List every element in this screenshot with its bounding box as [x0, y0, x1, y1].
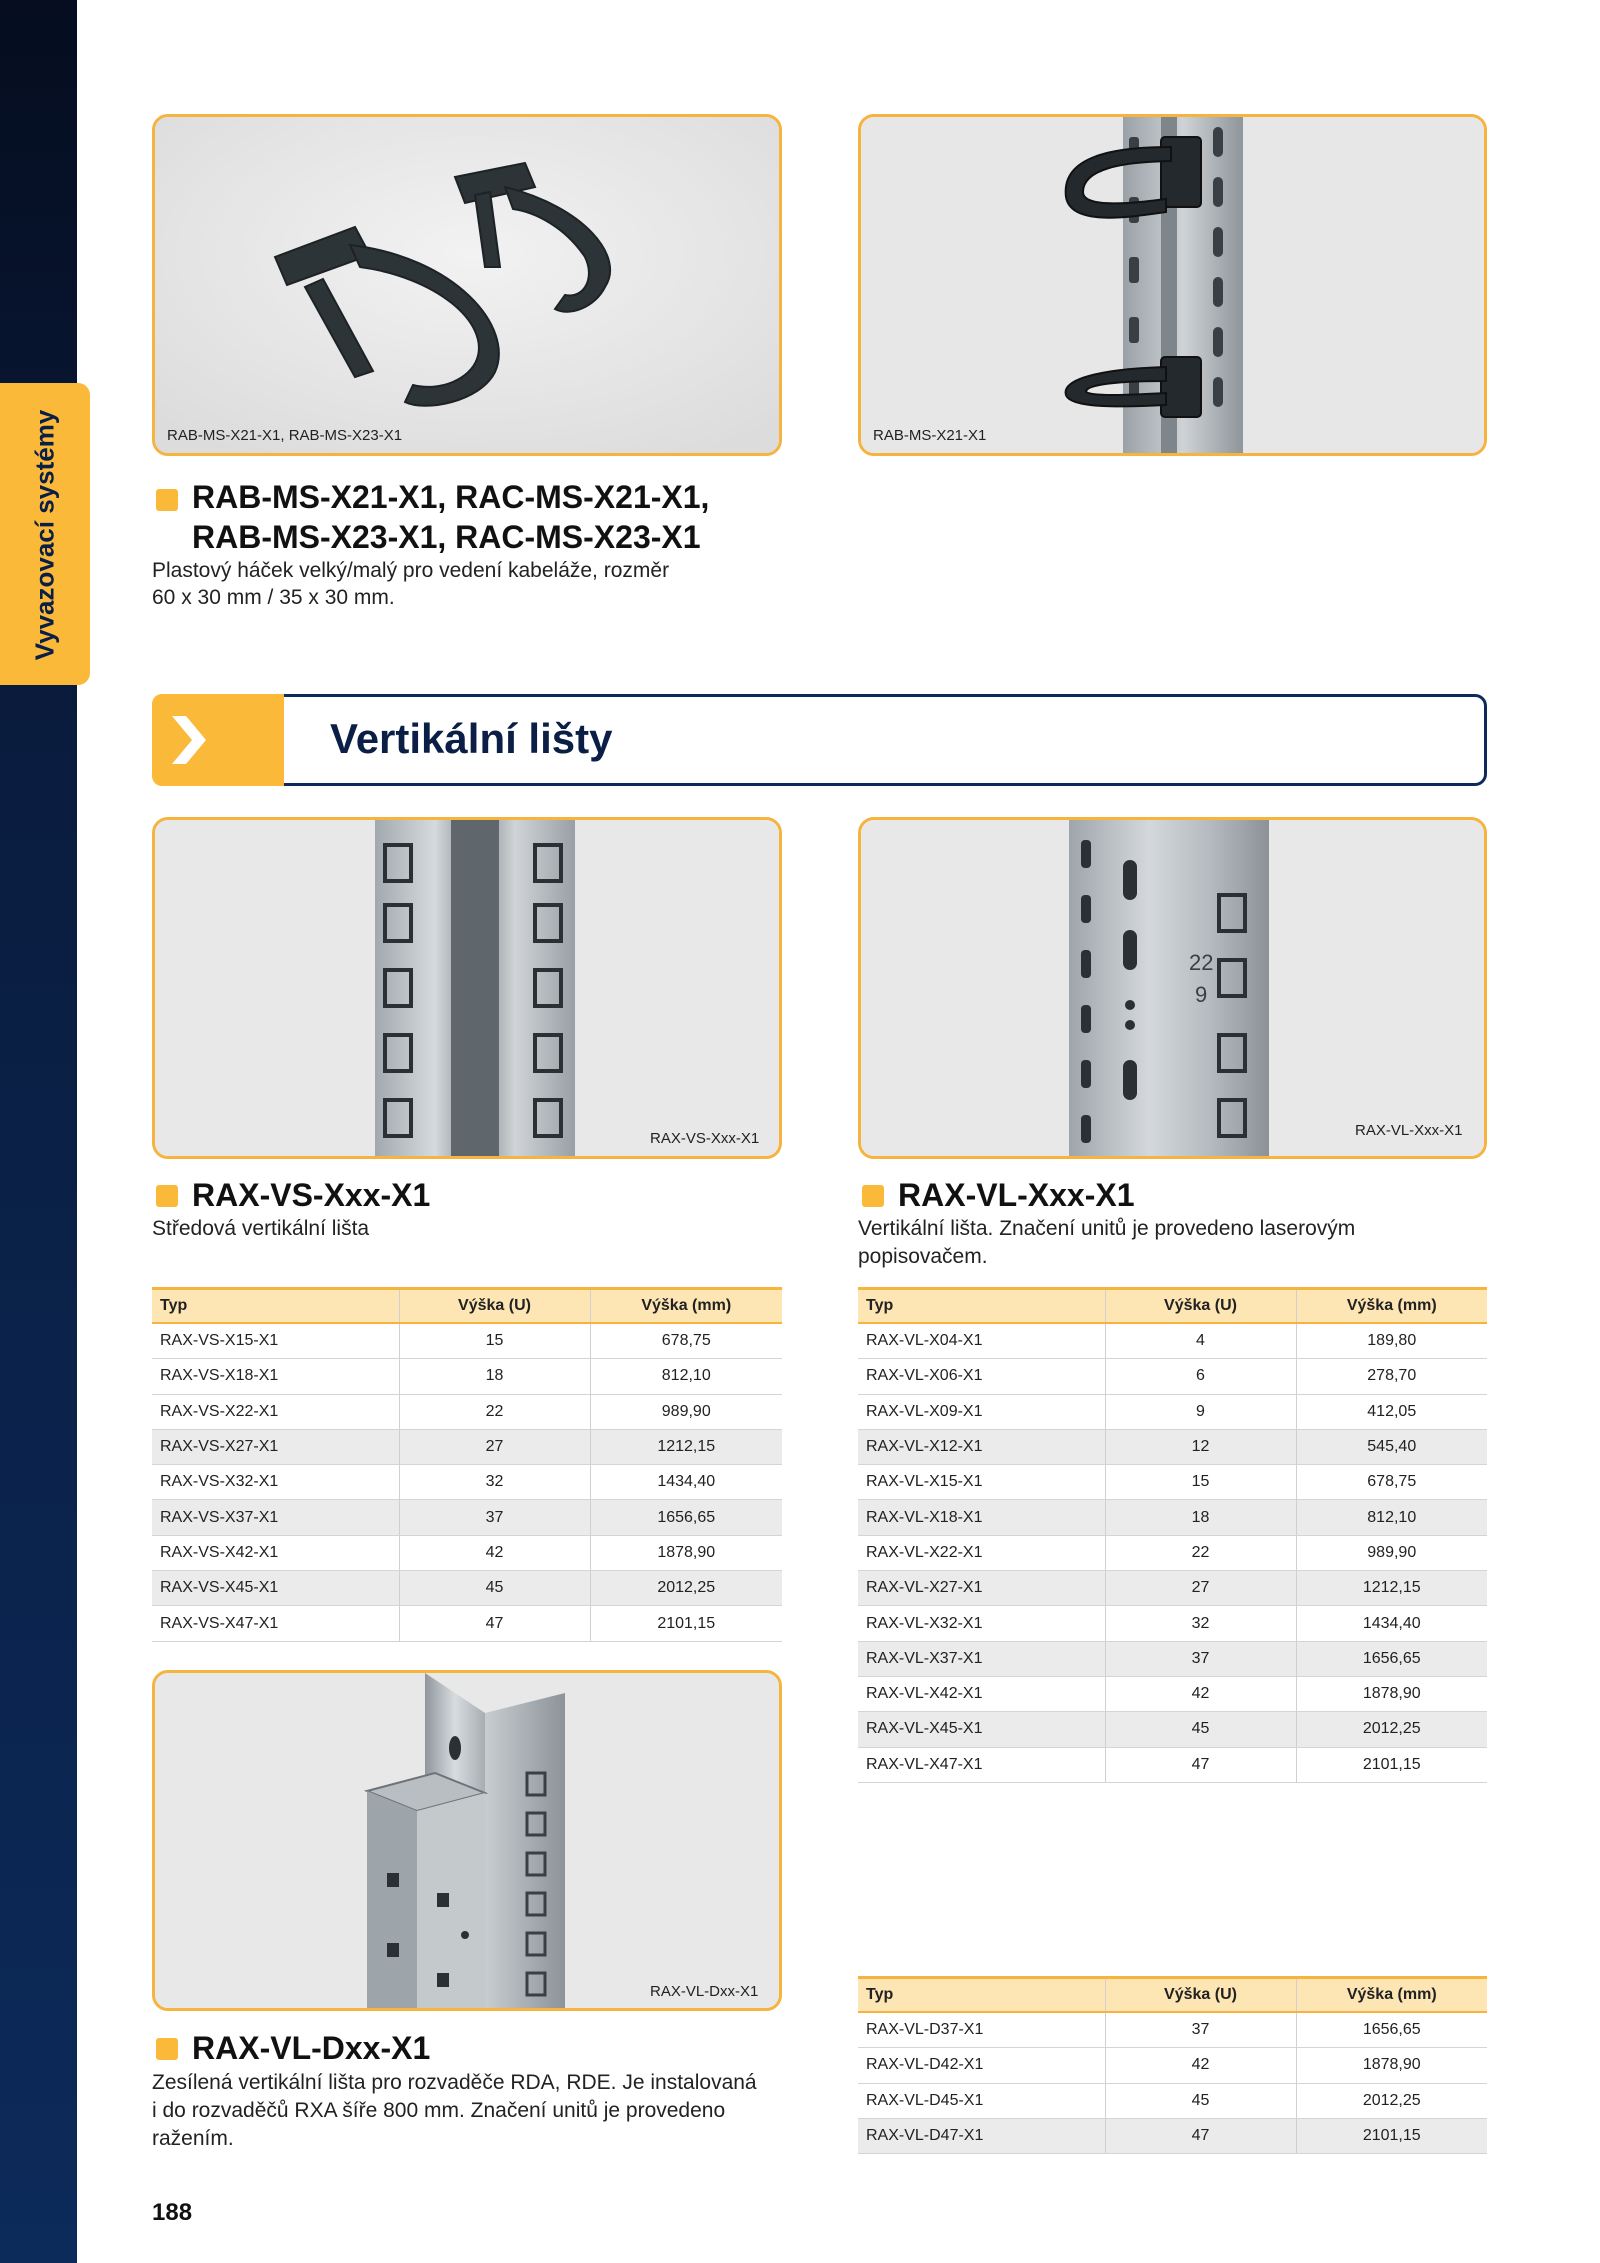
cell-height-u: 47: [1105, 1747, 1296, 1782]
cell-height-u: 18: [399, 1359, 590, 1394]
cell-height-u: 22: [399, 1394, 590, 1429]
cell-height-u: 6: [1105, 1359, 1296, 1394]
cell-height-mm: 1878,90: [1296, 1676, 1487, 1711]
table-row: [858, 1535, 1487, 1570]
product-title: RAX-VL-Xxx-X1: [898, 1177, 1135, 1213]
cell-height-u: 37: [399, 1500, 590, 1535]
cell-type: RAX-VL-D42-X1: [858, 2048, 1105, 2083]
photo-caption: RAB-MS-X21-X1, RAB-MS-X23-X1: [167, 427, 403, 444]
cell-height-mm: 2012,25: [1296, 1712, 1487, 1747]
cell-height-u: 45: [1105, 1712, 1296, 1747]
cell-height-mm: 678,75: [1296, 1465, 1487, 1500]
cell-height-mm: 2101,15: [1296, 2118, 1487, 2153]
table-row: [858, 2012, 1487, 2048]
cell-type: RAX-VL-X27-X1: [858, 1571, 1105, 1606]
title-bullet: [862, 1185, 884, 1207]
cell-height-mm: 278,70: [1296, 1359, 1487, 1394]
cell-height-u: 42: [1105, 1676, 1296, 1711]
cell-height-u: 37: [1105, 1641, 1296, 1676]
cell-height-u: 4: [1105, 1323, 1296, 1359]
cell-height-u: 32: [1105, 1606, 1296, 1641]
title-bullet: [156, 2038, 178, 2060]
cell-height-mm: 2012,25: [1296, 2083, 1487, 2118]
table-row: [858, 1712, 1487, 1747]
cell-height-mm: 1656,65: [590, 1500, 782, 1535]
table-row: [858, 1606, 1487, 1641]
product-title: RAX-VS-Xxx-X1: [192, 1177, 431, 1213]
table-row: [858, 1465, 1487, 1500]
cell-type: RAX-VS-X15-X1: [152, 1323, 399, 1359]
product-title: RAX-VL-Dxx-X1: [192, 2030, 431, 2066]
cell-type: RAX-VL-X18-X1: [858, 1500, 1105, 1535]
section-arrow-box: [152, 694, 284, 786]
rax-vs-table: [152, 1287, 782, 1642]
table-row: [858, 1394, 1487, 1429]
photo-plastic-hooks: [152, 114, 782, 456]
cell-height-u: 22: [1105, 1535, 1296, 1570]
cell-type: RAX-VL-D45-X1: [858, 2083, 1105, 2118]
vld-rail-illustration: [155, 1673, 782, 2011]
product-description-line2: i do rozvaděčů RXA šíře 800 mm. Značení unitů je provedeno: [152, 2099, 726, 2122]
product-description-line2: popisovačem.: [858, 1245, 988, 1268]
cell-height-mm: 1656,65: [1296, 2012, 1487, 2048]
sidebar-tab-label: Vyvazovací systémy: [29, 409, 60, 661]
product-description-line1: Zesílená vertikální lišta pro rozvaděče RDA, RDE. Je instalovaná: [152, 2071, 757, 2094]
cell-type: RAX-VL-X42-X1: [858, 1676, 1105, 1711]
product-title-line2: RAB-MS-X23-X1, RAC-MS-X23-X1: [192, 519, 701, 555]
table-row: [152, 1535, 782, 1570]
cell-height-u: 47: [399, 1606, 590, 1641]
cell-type: RAX-VL-X15-X1: [858, 1465, 1105, 1500]
hooks-illustration: [155, 117, 782, 456]
cell-height-mm: 1434,40: [590, 1465, 782, 1500]
table-row: [152, 1500, 782, 1535]
photo-hook-on-rail: [858, 114, 1487, 456]
rail-hook-illustration: [861, 117, 1487, 456]
product-description: Středová vertikální lišta: [152, 1217, 370, 1240]
column-header: Typ: [858, 1978, 1105, 2013]
chevron-right-icon: [152, 694, 284, 786]
column-header: Výška (U): [399, 1289, 590, 1324]
cell-height-u: 9: [1105, 1394, 1296, 1429]
cell-height-mm: 412,05: [1296, 1394, 1487, 1429]
cell-height-u: 32: [399, 1465, 590, 1500]
vs-rail-illustration: [155, 820, 782, 1159]
product-description-line2: 60 x 30 mm / 35 x 30 mm.: [152, 586, 395, 609]
product-title-line1: RAB-MS-X21-X1, RAC-MS-X21-X1,: [192, 479, 710, 515]
cell-height-mm: 545,40: [1296, 1429, 1487, 1464]
photo-caption: RAX-VL-Dxx-X1: [650, 1983, 759, 2000]
product-description-line1: Vertikální lišta. Značení unitů je provedeno laserovým: [858, 1217, 1356, 1240]
cell-height-mm: 678,75: [590, 1323, 782, 1359]
product-description-line3: ražením.: [152, 2127, 234, 2150]
table-row: [152, 1606, 782, 1641]
cell-type: RAX-VS-X27-X1: [152, 1429, 399, 1464]
cell-type: RAX-VS-X18-X1: [152, 1359, 399, 1394]
section-title: Vertikální lišty: [330, 715, 613, 762]
cell-height-u: 12: [1105, 1429, 1296, 1464]
column-header: Typ: [858, 1289, 1105, 1324]
cell-type: RAX-VL-X47-X1: [858, 1747, 1105, 1782]
cell-type: RAX-VL-X06-X1: [858, 1359, 1105, 1394]
table-row: [858, 1571, 1487, 1606]
cell-height-mm: 989,90: [590, 1394, 782, 1429]
table-row: [858, 2083, 1487, 2118]
cell-height-u: 15: [1105, 1465, 1296, 1500]
cell-type: RAX-VL-X32-X1: [858, 1606, 1105, 1641]
photo-caption: RAB-MS-X21-X1: [873, 427, 987, 444]
cell-type: RAX-VS-X32-X1: [152, 1465, 399, 1500]
title-bullet: [156, 489, 178, 511]
table-row: [858, 1747, 1487, 1782]
table-row: [152, 1323, 782, 1359]
cell-type: RAX-VL-D47-X1: [858, 2118, 1105, 2153]
cell-height-mm: 2012,25: [590, 1571, 782, 1606]
table-row: [858, 1359, 1487, 1394]
cell-height-u: 37: [1105, 2012, 1296, 2048]
cell-type: RAX-VL-X12-X1: [858, 1429, 1105, 1464]
cell-height-mm: 1434,40: [1296, 1606, 1487, 1641]
column-header: Výška (U): [1105, 1978, 1296, 2013]
cell-height-u: 42: [399, 1535, 590, 1570]
cell-height-mm: 2101,15: [1296, 1747, 1487, 1782]
cell-height-u: 27: [1105, 1571, 1296, 1606]
cell-height-mm: 1878,90: [1296, 2048, 1487, 2083]
cell-height-mm: 1212,15: [1296, 1571, 1487, 1606]
unit-mark-9: 9: [1195, 982, 1208, 1007]
table-row: [858, 1429, 1487, 1464]
column-header: Výška (mm): [1296, 1978, 1487, 2013]
cell-type: RAX-VL-X37-X1: [858, 1641, 1105, 1676]
table-row: [858, 1323, 1487, 1359]
cell-type: RAX-VL-X09-X1: [858, 1394, 1105, 1429]
table-row: [858, 1500, 1487, 1535]
table-row: [152, 1359, 782, 1394]
cell-height-u: 15: [399, 1323, 590, 1359]
table-row: [858, 1641, 1487, 1676]
photo-rax-vs: [152, 817, 782, 1159]
column-header: Typ: [152, 1289, 399, 1324]
photo-caption: RAX-VL-Xxx-X1: [1355, 1122, 1463, 1139]
cell-height-mm: 989,90: [1296, 1535, 1487, 1570]
cell-height-u: 45: [1105, 2083, 1296, 2118]
cell-height-mm: 812,10: [590, 1359, 782, 1394]
product-description-line1: Plastový háček velký/malý pro vedení kabeláže, rozměr: [152, 559, 670, 582]
cell-height-mm: 189,80: [1296, 1323, 1487, 1359]
photo-rax-vl: [858, 817, 1487, 1159]
cell-type: RAX-VL-D37-X1: [858, 2012, 1105, 2048]
rax-vl-table: [858, 1287, 1487, 1783]
cell-height-mm: 1656,65: [1296, 1641, 1487, 1676]
cell-height-mm: 2101,15: [590, 1606, 782, 1641]
table-row: [152, 1429, 782, 1464]
cell-type: RAX-VS-X22-X1: [152, 1394, 399, 1429]
cell-type: RAX-VL-X04-X1: [858, 1323, 1105, 1359]
cell-type: RAX-VL-X45-X1: [858, 1712, 1105, 1747]
unit-mark-22: 22: [1189, 950, 1214, 975]
sidebar-band: [0, 0, 77, 2263]
page-number: 188: [152, 2199, 193, 2226]
title-bullet: [156, 1185, 178, 1207]
column-header: Výška (mm): [1296, 1289, 1487, 1324]
table-row: [858, 2118, 1487, 2153]
cell-height-mm: 1878,90: [590, 1535, 782, 1570]
table-row: [858, 2048, 1487, 2083]
column-header: Výška (U): [1105, 1289, 1296, 1324]
column-header: Výška (mm): [590, 1289, 782, 1324]
cell-height-u: 27: [399, 1429, 590, 1464]
table-row: [858, 1676, 1487, 1711]
cell-height-u: 18: [1105, 1500, 1296, 1535]
cell-height-u: 42: [1105, 2048, 1296, 2083]
cell-type: RAX-VS-X37-X1: [152, 1500, 399, 1535]
cell-type: RAX-VS-X45-X1: [152, 1571, 399, 1606]
table-row: [152, 1465, 782, 1500]
cell-type: RAX-VS-X42-X1: [152, 1535, 399, 1570]
photo-rax-vl-dxx: [152, 1670, 782, 2011]
cell-height-mm: 1212,15: [590, 1429, 782, 1464]
photo-caption: RAX-VS-Xxx-X1: [650, 1130, 760, 1147]
cell-height-mm: 812,10: [1296, 1500, 1487, 1535]
cell-type: RAX-VL-X22-X1: [858, 1535, 1105, 1570]
table-row: [152, 1571, 782, 1606]
cell-height-u: 47: [1105, 2118, 1296, 2153]
table-row: [152, 1394, 782, 1429]
cell-height-u: 45: [399, 1571, 590, 1606]
rax-vl-dxx-table: [858, 1976, 1487, 2154]
vl-rail-illustration: [861, 820, 1487, 1159]
cell-type: RAX-VS-X47-X1: [152, 1606, 399, 1641]
